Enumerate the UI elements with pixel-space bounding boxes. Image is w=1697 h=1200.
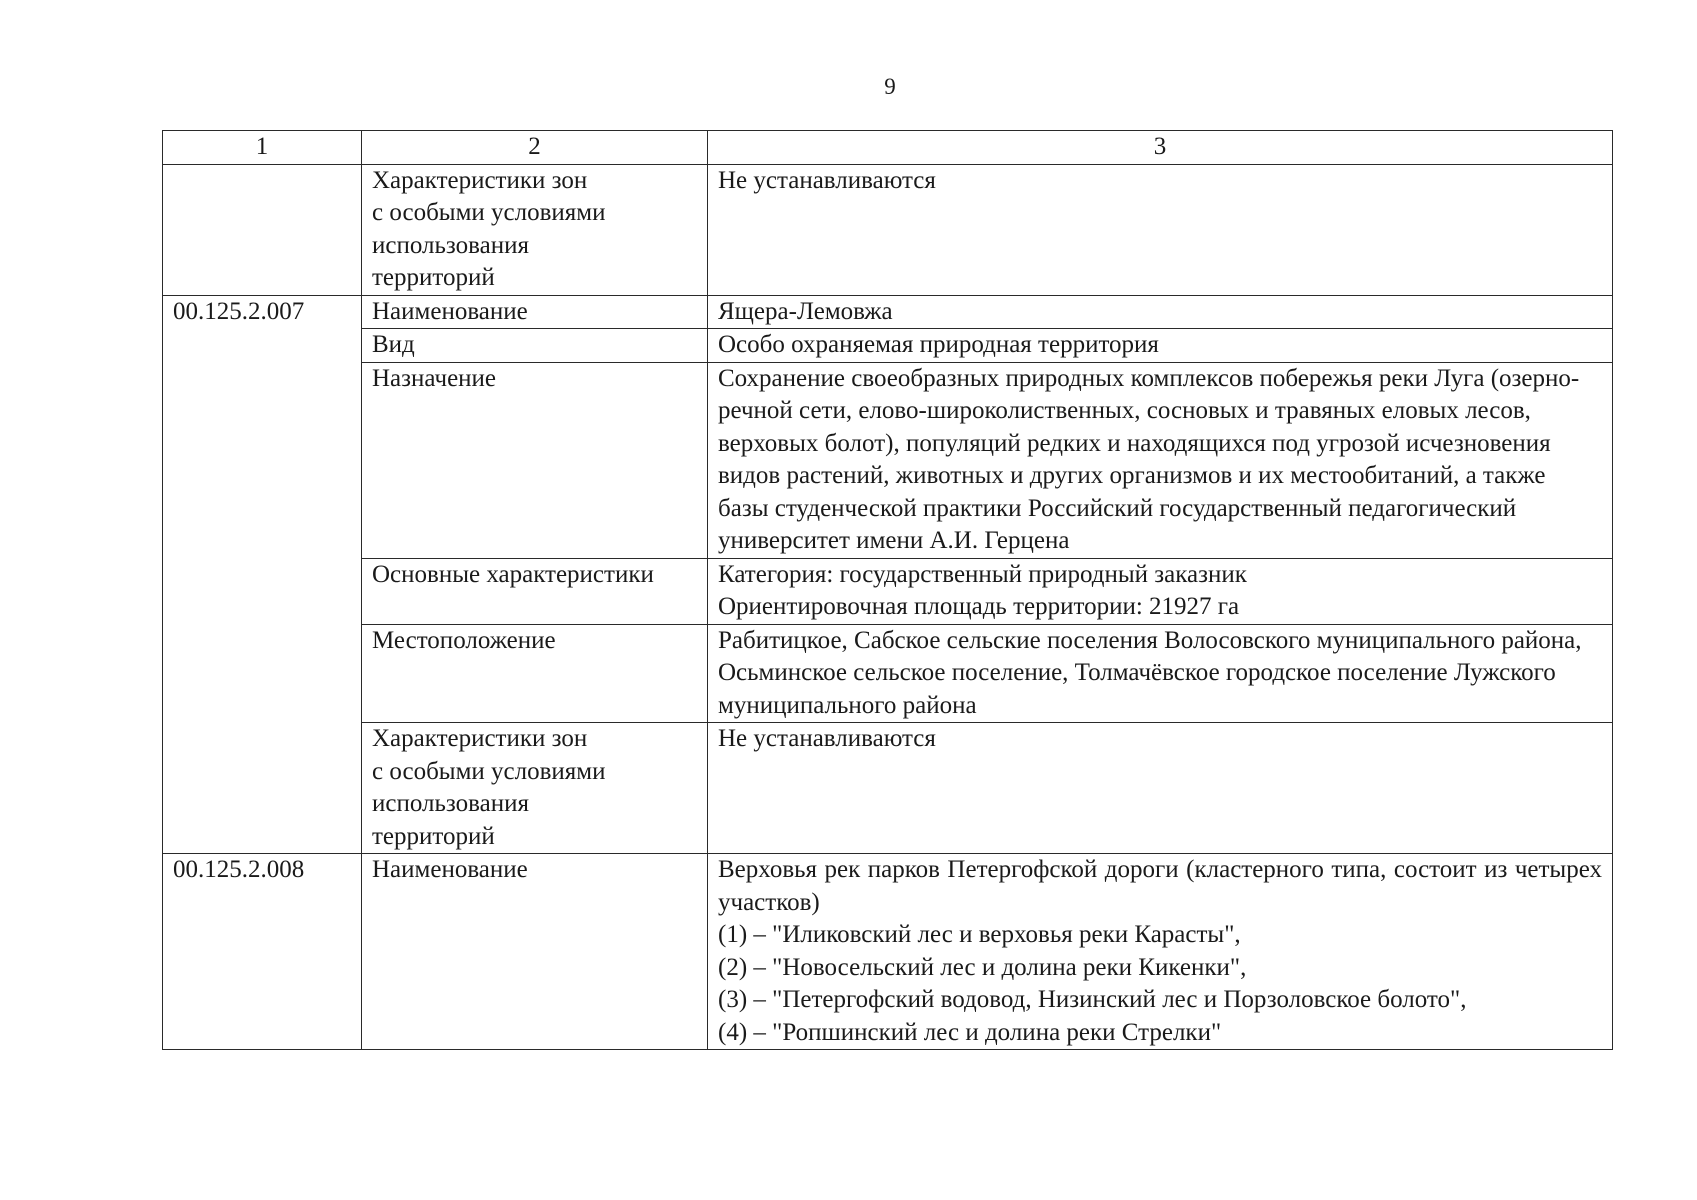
main-characteristics-label-cell: Основные характеристики — [362, 558, 708, 624]
location-value-cell: Рабитицкое, Сабское сельские поселения Волосовского муниципального района, Осьминское сельское поселение, Толмачёвское городское поселение Лужского муниципального района — [708, 624, 1613, 723]
name-value-cell: Ящера-Лемовжа — [708, 295, 1613, 329]
purpose-label-cell: Назначение — [362, 362, 708, 558]
header-row — [163, 131, 1613, 165]
label-line: с особыми условиями — [372, 757, 606, 785]
label-line: использования — [372, 790, 529, 817]
table-row — [163, 164, 1613, 295]
zones-value-cell: Не устанавливаются — [708, 164, 1613, 295]
main-characteristics-value-cell — [708, 558, 1613, 624]
name-label-cell: Наименование — [362, 854, 708, 1050]
label-line: территорий — [372, 822, 495, 850]
table-row — [163, 723, 1613, 854]
table-row — [163, 362, 1613, 558]
label-line: территорий — [372, 264, 495, 291]
name-value-cell — [708, 854, 1613, 1050]
label-line: Характеристики зон — [372, 166, 588, 194]
location-label-cell: Местоположение — [362, 624, 708, 723]
label-line: Характеристики зон — [372, 725, 588, 752]
zones-value-cell: Не устанавливаются — [708, 723, 1613, 854]
name-item: (4) – "Ропшинский лес и долина реки Стрелки" — [718, 1018, 1222, 1046]
name-item: (2) – "Новосельский лес и долина реки Кикенки", — [718, 953, 1247, 981]
table-row — [163, 329, 1613, 363]
name-intro: Верховья рек парков Петергофской дороги (кластерного типа, состоит из четырех участков) — [718, 856, 1602, 916]
code-cell: 00.125.2.007 — [163, 295, 362, 854]
name-label-cell: Наименование — [362, 295, 708, 329]
table-row — [163, 854, 1613, 1050]
label-line: с особыми условиями — [372, 199, 606, 226]
document-table — [162, 130, 1613, 1050]
table-row — [163, 558, 1613, 624]
table-row — [163, 624, 1613, 723]
zones-label-cell — [362, 723, 708, 854]
value-line: Категория: государственный природный заказник — [718, 560, 1247, 588]
name-item: (3) – "Петергофский водовод, Низинский лес и Порзоловское болото", — [718, 986, 1467, 1013]
purpose-value-cell: Сохранение своеобразных природных комплексов побережья реки Луга (озерно-речной сети, елово-широколиственных, сосновых и травяных еловых лесов, верховых болот), популяций редких и находящихся под угрозой исчезновения видов растений, животных и других организмов и их местообитаний, а также базы студенческой практики Российский государственный педагогический университет имени А.И. Герцена — [708, 362, 1613, 558]
column-header-2: 2 — [362, 131, 708, 165]
kind-label-cell: Вид — [362, 329, 708, 363]
kind-value-cell: Особо охраняемая природная территория — [708, 329, 1613, 363]
value-line: Ориентировочная площадь территории: 21927 га — [718, 593, 1240, 620]
table-row — [163, 295, 1613, 329]
column-header-1: 1 — [163, 131, 362, 165]
code-cell: 00.125.2.008 — [163, 854, 362, 1050]
name-item: (1) – "Иликовский лес и верховья реки Карасты", — [718, 921, 1241, 948]
column-header-3: 3 — [708, 131, 1613, 165]
zones-label-cell — [362, 164, 708, 295]
code-cell-empty — [163, 164, 362, 295]
page-number: 9 — [884, 74, 896, 99]
label-line: использования — [372, 231, 529, 259]
